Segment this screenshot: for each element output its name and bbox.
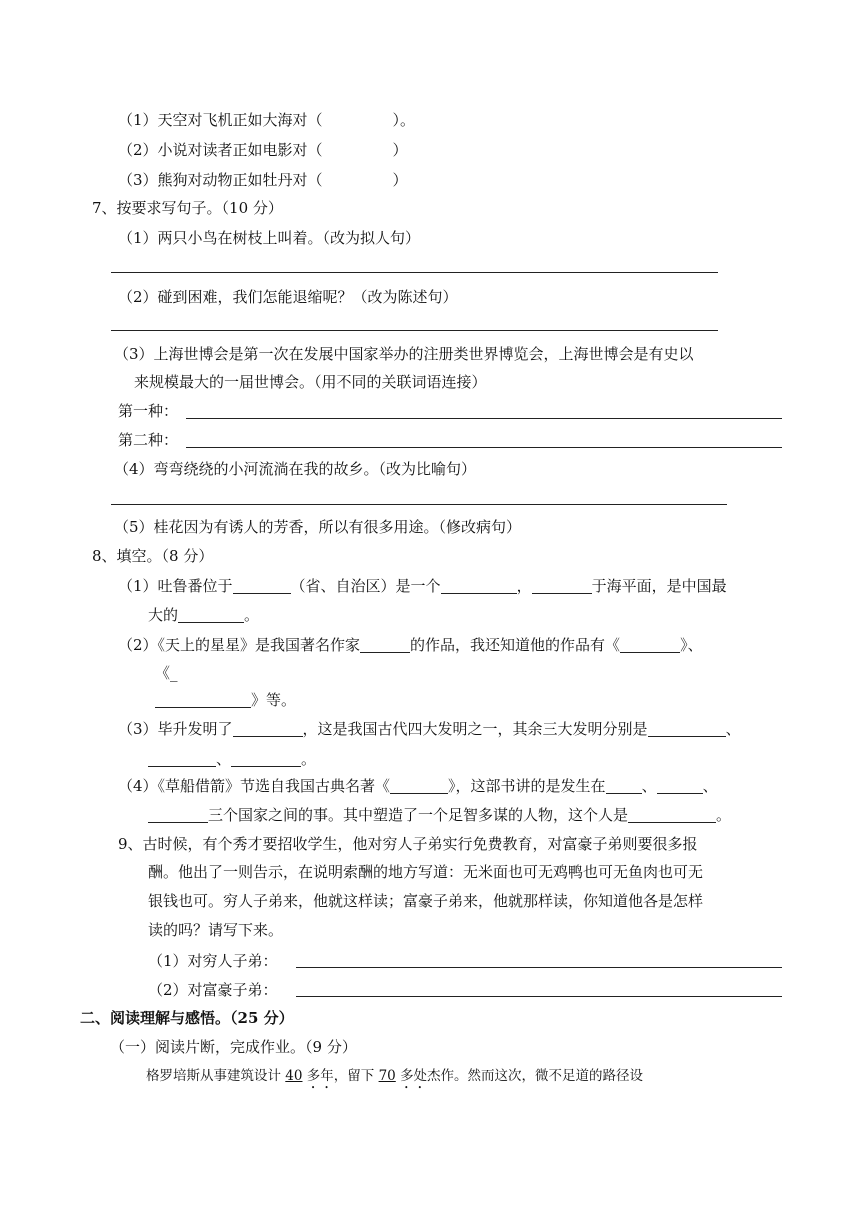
q7-s3-line2: 来规模最大的一届世博会。（用不同的关联词语连接） (134, 373, 487, 391)
q8-p1-d: 于海平面，是中国最 (591, 577, 727, 595)
q6-item-2-end: ） (392, 141, 408, 159)
q8-p3-blank1[interactable] (233, 720, 303, 737)
q8-p2-e: 》等。 (251, 691, 297, 709)
q9-rich-label: （2）对富豪子弟： (148, 981, 278, 999)
q9-line4: 读的吗？请写下来。 (148, 921, 284, 939)
q7-s4: （4）弯弯绕绕的小河流淌在我的故乡。（改为比喻句） (114, 460, 477, 478)
q8-p4-blank5[interactable] (628, 806, 716, 823)
q8-p1-blank3[interactable] (532, 577, 592, 594)
q8-p2-blank1[interactable] (360, 636, 410, 653)
passage-e: 杰作。然而这次，微不足道的路径设 (427, 1068, 644, 1084)
q8-p4-b: 》，这部书讲的是发生在 (448, 777, 606, 795)
passage-c: ，留下 (333, 1068, 375, 1084)
q8-p2-blank3[interactable] (155, 691, 251, 708)
q8-p2-a: （2）《天上的星星》是我国著名作家 (118, 636, 361, 654)
q7-first-label: 第一种： (118, 402, 179, 420)
q8-p2-c: 》、 (680, 636, 703, 654)
passage-a: 格罗培斯从事建筑设计 (146, 1068, 281, 1084)
q8-p4-d: 、 (702, 777, 718, 795)
q8-p4-line1 (118, 776, 718, 796)
q8-p3-blank2[interactable] (648, 720, 726, 737)
q8-p2-blank2[interactable] (620, 636, 680, 653)
q8-p3-b: ，这是我国古代四大发明之一，其余三大发明分别是 (302, 720, 648, 738)
q7-first-answer-line[interactable] (186, 418, 782, 419)
q6-item-3-end: ） (392, 171, 408, 189)
q8-p3-e: 。 (301, 750, 317, 768)
q6-item-1-end: ）。 (392, 111, 416, 129)
q6-item-2-text: （2）小说对读者正如电影对（ (118, 141, 323, 159)
section2-passage (146, 1066, 643, 1092)
q7-s5: （5）桂花因为有诱人的芳香，所以有很多用途。（修改病句） (114, 518, 522, 536)
q8-p3-line1 (118, 719, 741, 739)
q9-line2: 酬。他出了一则告示，在说明索酬的地方写道：无米面也可无鸡鸭也可无鱼肉也可无 (148, 863, 704, 881)
q8-p4-blank3[interactable] (657, 777, 703, 794)
section2-sub1: （一）阅读片断，完成作业。（9 分） (110, 1038, 357, 1056)
passage-d: 多处 (400, 1068, 428, 1084)
q8-p4-e: 三个国家之间的事。其中塑造了一个足智多谋的人物，这个人是 (208, 806, 629, 824)
q8-p3-line2 (148, 749, 316, 769)
q8-p1-blank2[interactable] (441, 577, 517, 594)
q8-p2-line3 (155, 690, 296, 710)
q8-p1-f: 。 (244, 606, 260, 624)
q6-item-3 (118, 170, 408, 190)
q6-item-3-text: （3）熊狗对动物正如牡丹对（ (118, 171, 323, 189)
q8-p1-e: 大的 (148, 606, 179, 624)
q6-item-1-text: （1）天空对飞机正如大海对（ (118, 111, 323, 129)
passage-n1: 40 (285, 1068, 303, 1084)
q8-p3-c: 、 (725, 720, 741, 738)
q8-p4-blank1[interactable] (390, 777, 448, 794)
q8-p3-blank3[interactable] (148, 750, 216, 767)
q8-p1-line2 (148, 605, 259, 625)
q8-p1-blank1[interactable] (233, 577, 291, 594)
q8-p4-f: 。 (716, 806, 732, 824)
q9-poor-answer-line[interactable] (296, 967, 782, 968)
q8-p2-b: 的作品，我还知道他的作品有《 (410, 636, 621, 654)
q9-line3: 银钱也可。穷人子弟来，他就这样读；富豪子弟来，他就那样读，你知道他各是怎样 (148, 892, 704, 910)
q7-s1-answer-line[interactable] (111, 272, 718, 273)
q8-p3-d: 、 (216, 750, 232, 768)
q8-title: 8、填空。（8 分） (92, 547, 214, 565)
passage-n2: 70 (378, 1068, 396, 1084)
q8-p4-line2 (148, 805, 731, 825)
q8-p3-a: （3）毕升发明了 (118, 720, 233, 738)
q7-s4-answer-line[interactable] (111, 504, 727, 505)
q8-p4-blank4[interactable] (148, 806, 208, 823)
q6-item-1 (118, 110, 415, 130)
q7-second-label: 第二种： (118, 431, 179, 449)
q8-p1-c: ， (516, 577, 532, 595)
q9-poor-label: （1）对穷人子弟： (148, 952, 278, 970)
q8-p1-blank4[interactable] (178, 606, 244, 623)
q7-s2-answer-line[interactable] (111, 330, 718, 331)
q8-p4-blank2[interactable] (606, 777, 642, 794)
q8-p1-a: （1）吐鲁番位于 (118, 577, 233, 595)
q7-title: 7、按要求写句子。（10 分） (92, 199, 283, 217)
q7-s3-line1: （3）上海世博会是第一次在发展中国家举办的注册类世界博览会，上海世博会是有史以 (114, 345, 694, 363)
q8-p2-line2: 《_ (155, 664, 178, 682)
q9-rich-answer-line[interactable] (296, 996, 782, 997)
passage-b: 多年 (306, 1068, 334, 1084)
q7-second-answer-line[interactable] (186, 447, 782, 448)
q8-p4-a: （4）《草船借箭》节选自我国古典名著《 (118, 777, 391, 795)
q9-line1: 9、古时候，有个秀才要招收学生，他对穷人子弟实行免费教育，对富豪子弟则要很多报 (118, 835, 698, 853)
q8-p1-line1 (118, 576, 727, 596)
q7-s1: （1）两只小鸟在树枝上叫着。（改为拟人句） (118, 229, 421, 247)
q8-p4-c: 、 (641, 777, 657, 795)
q8-p2-line1 (118, 635, 703, 655)
q8-p3-blank4[interactable] (231, 750, 301, 767)
q7-s2: （2）碰到困难，我们怎能退缩呢？（改为陈述句） (118, 288, 458, 306)
section2-title: 二、阅读理解与感悟。（25 分） (80, 1009, 294, 1027)
q6-item-2 (118, 140, 408, 160)
q8-p1-b: （省、自治区）是一个 (290, 577, 441, 595)
